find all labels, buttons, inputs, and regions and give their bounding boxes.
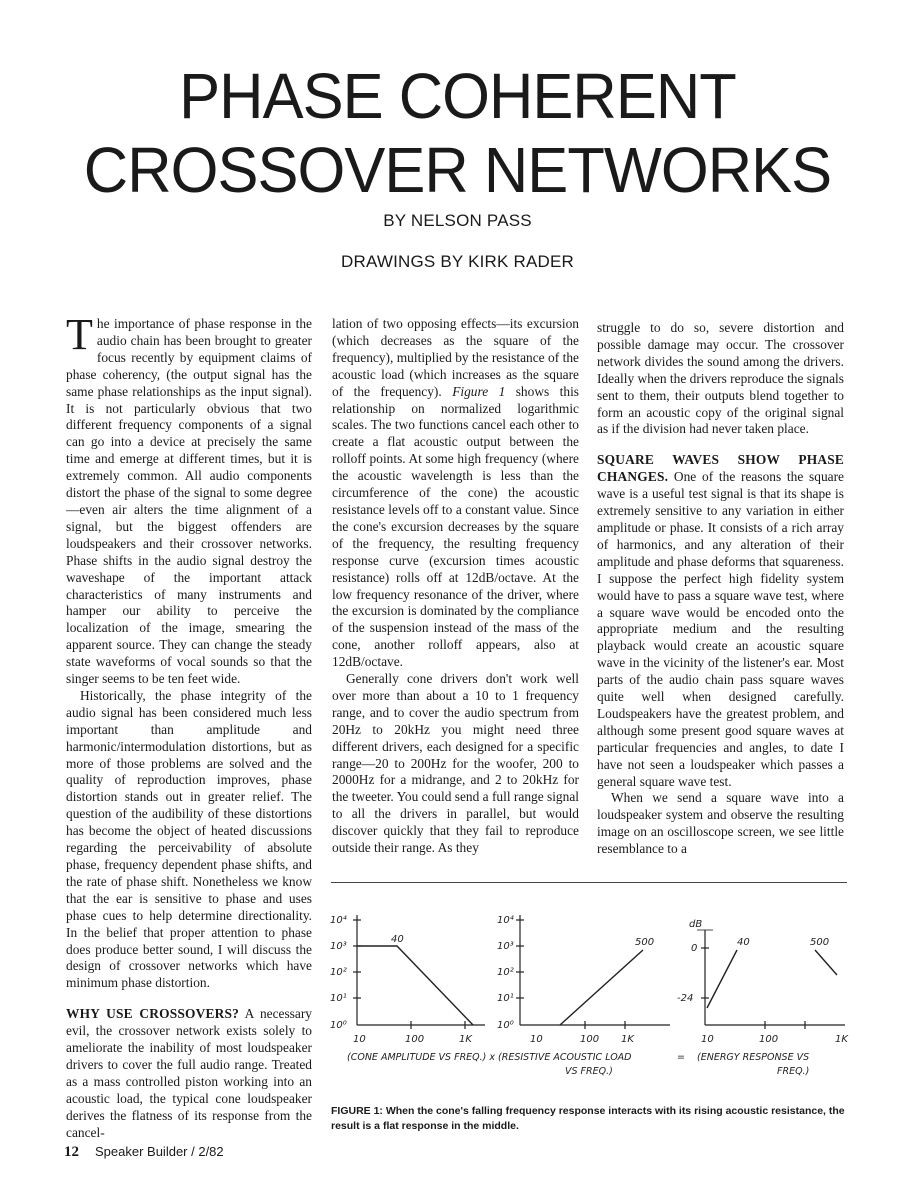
paragraph-cancellation-text-b: shows this relationship on normalized logarithmic scales. The two functions cancel each other to create a flat acoustic output between the rolloff points. At some high frequency (where the acoustic wavelength is less than the circumference of the cone) the acoustic resistance levels off to a constant value. Since the cone's excursion decreases by the square of the frequency, the resulting frequency response curve (excursion times acoustic resistance) rolls off at 12dB/octave. At the low frequency resonance of the driver, where the excursion is dominated by the compliance of the suspension instead of the mass of the cone, another rolloff appears, also at 12dB/octave. [332, 383, 579, 670]
figure-caption-left-2: VS FREQ.) [565, 1066, 613, 1077]
graph3-point-label: 40 [737, 937, 750, 948]
graph2-ytick: 10⁴ [497, 915, 514, 926]
paragraph-why-crossovers [66, 1006, 312, 1141]
paragraph-oscilloscope: When we send a square wave into a loudspeaker system and observe the resulting image on an oscilloscope screen, we see little resemblance to a [597, 790, 844, 857]
text-column-2 [332, 316, 579, 857]
graph1-ytick: 10³ [330, 941, 347, 952]
graph2-point-label: 500 [635, 937, 655, 948]
author-byline: BY NELSON PASS [383, 211, 532, 230]
graph2-xtick: 10 [530, 1034, 543, 1045]
section-heading-square-waves: SQUARE WAVES SHOW PHASE CHANGES. [597, 452, 844, 485]
paragraph-square-waves [597, 452, 844, 790]
paragraph-history: Historically, the phase integrity of the audio signal has been considered much less important than amplitude and harmonic/intermodulation distortions, but as more of those problems are solved and the quality of reproduction improves, phase distortion stands out in greater relief. The question of the audibility of these distortions has become the object of heated discussions regarding the perceivability of absolute phase, frequency dependent phase shifts, and the rate of phase shift. Nonetheless we know that the ear is sensitive to phase and uses phase cues to help determine directionality. In the belief that proper attention to phase does produce better sound, I will discuss the design of crossover networks which have minimum phase distortion. [66, 687, 312, 991]
graph3-ytick: 0 [691, 943, 698, 954]
graph2-xtick: 1K [621, 1034, 634, 1045]
graph2-ytick: 10⁰ [497, 1020, 514, 1031]
paragraph-square-waves-text: One of the reasons the square wave is a useful test signal is that its shape is extremely sensitive to any variation in either amplitude or phase. It consists of a rich array of harmonics, and any alteration of their amplitude and phase deforms that squareness. I suppose the perfect high fidelity system would have to pass a square wave test, where a square wave would be encoded onto the appropriate medium and the resulting playback would create an acoustic square wave in the vicinity of the listener's ear. Most parts of the audio chain pass square waves quite well when designed carefully. Loudspeakers have the greatest problem, and although some present good square waves at particular frequencies and angles, to date I have not seen a loudspeaker which passes a general square wave test. [597, 469, 844, 789]
graph1-ytick: 10¹ [330, 993, 347, 1004]
graph1-xtick: 10 [353, 1034, 366, 1045]
figure-caption-left: (CONE AMPLITUDE VS FREQ.) x (RESISTIVE ACOUSTIC LOAD [347, 1052, 632, 1063]
figure-caption-right-2: FREQ.) [777, 1066, 810, 1077]
graph3-xtick: 100 [759, 1034, 779, 1045]
paragraph-struggle: struggle to do so, severe distortion and possible damage may occur. The crossover network divides the sound among the drivers. Ideally when the drivers reproduce the signals sent to them, their outputs blend together to form an acoustic copy of the original signal as if the division had never taken place. [597, 320, 844, 437]
figure-caption-equals: = [677, 1052, 685, 1063]
graph1-ytick: 10⁴ [330, 915, 347, 926]
graph1-point-label: 40 [391, 934, 404, 945]
publication-name: Speaker Builder / 2/82 [95, 1144, 224, 1159]
graph3-xtick: 1K [835, 1034, 848, 1045]
paragraph-drivers: Generally cone drivers don't work well over more than about a 10 to 1 frequency range, and to cover the audio spectrum from 20Hz to 20kHz you might need three different drivers, each designed for a specific range—20 to 200Hz for the woofer, 200 to 2000Hz for a midrange, and 2 to 20kHz for the tweeter. You could send a full range signal to all the drivers in parallel, but would discover quickly that they fail to reproduce outside their range. As they [332, 671, 579, 856]
paragraph-intro-text: he importance of phase response in the audio chain has been brought to greater focus recently by equipment claims of phase coherency, (the output signal has the same phase relationships as the input signal). It is not particularly obvious that two different frequency components of a signal can go into a device at precisely the same time and emerge at different times, but it is extremely common. All audio components distort the phase of the signal to some degree—even air alters the time alignment of a signal, but the biggest offenders are loudspeakers and their crossover networks. Phase shifts in the audio signal destroy the waveshape of the important attack characteristics of many instruments and hamper our ability to perceive the localization of the image, smearing the apparent source. They can change the steady state waveforms of vocal sounds so that the singer seems to be ten feet wide. [66, 316, 312, 687]
graph1-amplitude-curve [357, 946, 473, 1025]
graph2-xtick: 100 [580, 1034, 600, 1045]
graph1-ytick: 10⁰ [330, 1020, 347, 1031]
figure-top-rule [331, 882, 847, 883]
article-title-line-1: PHASE COHERENT [179, 60, 736, 132]
paragraph-why-crossovers-text: A necessary evil, the crossover network exists solely to ameliorate the inability of most loudspeaker drivers to cover the full audio range. Treated as a mass controlled piston working into an acoustic load, the typical cone loudspeaker derives the flatness of its response from the cancel- [66, 1006, 312, 1140]
graph2-load-curve [560, 950, 643, 1025]
graph1-ytick: 10² [330, 967, 347, 978]
text-column-3 [597, 320, 844, 858]
graph3-xtick: 10 [701, 1034, 714, 1045]
paragraph-intro [66, 310, 312, 688]
graph3-y-unit: dB [689, 919, 703, 930]
graph1-xtick: 1K [459, 1034, 472, 1045]
text-column-1 [66, 310, 312, 1142]
graph2-ytick: 10³ [497, 941, 514, 952]
graph3-point-label: 500 [810, 937, 830, 948]
graph2-ytick: 10² [497, 967, 514, 978]
graph3-high-rolloff [815, 950, 837, 975]
paragraph-cancellation [332, 316, 579, 671]
page-footer [64, 1144, 224, 1161]
graph2-ytick: 10¹ [497, 993, 514, 1004]
figure-caption-text: When the cone's falling frequency response interacts with its rising acoustic resistance, the result is a flat response in the middle. [331, 1105, 845, 1132]
graph3-ytick: -24 [677, 993, 694, 1004]
drop-cap: T [66, 310, 93, 359]
graph3-low-rolloff [707, 950, 737, 1008]
figure-caption [331, 1104, 851, 1134]
graph1-xtick: 100 [405, 1034, 425, 1045]
page-number: 12 [64, 1144, 79, 1160]
drawings-credit: DRAWINGS BY KIRK RADER [341, 252, 574, 271]
figure-caption-right: (ENERGY RESPONSE VS [697, 1052, 810, 1063]
article-title-line-2: CROSSOVER NETWORKS [83, 134, 832, 206]
figure-reference: Figure 1 [452, 383, 506, 399]
paragraph-cancellation-text-a: lation of two opposing effects—its excursion (which decreases as the square of the frequency), multiplied by the resistance of the acoustic load (which increases as the square of the frequency). [332, 316, 579, 399]
figure-1-graphs [325, 890, 855, 1090]
section-heading-why-crossovers: WHY USE CROSSOVERS? [66, 1006, 240, 1022]
figure-label: FIGURE 1: [331, 1105, 383, 1117]
